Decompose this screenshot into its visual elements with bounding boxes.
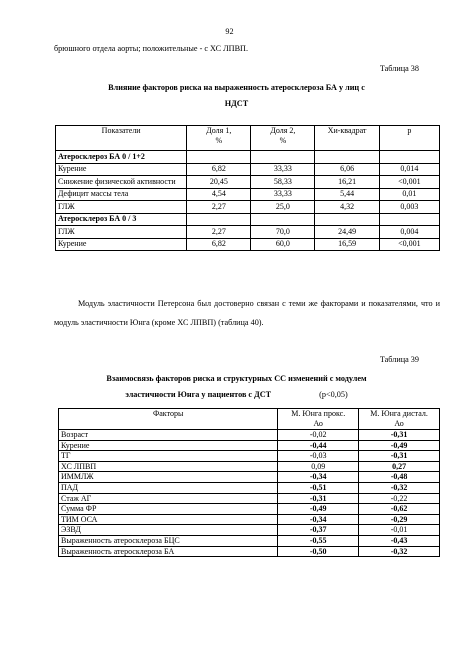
table39-title xyxy=(54,371,419,403)
table38-section-row xyxy=(56,213,440,226)
table38-header-chi: Хи-квадрат xyxy=(315,126,379,151)
table38-header-share2: Доля 2, % xyxy=(251,126,315,151)
value-cell: 70,0 xyxy=(251,226,315,239)
coefficient-cell: -0,32 xyxy=(359,546,440,557)
table38-section1: Атеросклероз БА 0 / 1+2 xyxy=(56,151,187,164)
coefficient-cell: -0,37 xyxy=(278,525,359,536)
table39-label: Таблица 39 xyxy=(379,355,419,364)
table39-title-line1: Взаимосвязь факторов риска и структурных СС изменений с модулем xyxy=(106,374,367,383)
factor-cell: Возраст xyxy=(59,430,278,441)
value-cell: 24,49 xyxy=(315,226,379,239)
row-label-cell: ГЛЖ xyxy=(56,226,187,239)
table-row xyxy=(59,451,440,462)
factor-cell: ПАД xyxy=(59,482,278,493)
table38-header-row xyxy=(56,126,440,151)
table38-header-share1: Доля 1, % xyxy=(187,126,251,151)
value-cell: <0,001 xyxy=(379,238,439,251)
value-cell: 6,06 xyxy=(315,163,379,176)
empty-cell xyxy=(187,213,251,226)
coefficient-cell: -0,02 xyxy=(278,430,359,441)
coefficient-cell: -0,51 xyxy=(278,482,359,493)
table-row xyxy=(56,226,440,239)
factor-cell: ТГ xyxy=(59,451,278,462)
empty-cell xyxy=(251,213,315,226)
table-row xyxy=(56,163,440,176)
table-row xyxy=(59,482,440,493)
table-row xyxy=(59,504,440,515)
table38-header-indicator: Показатели xyxy=(56,126,187,151)
factor-cell: Стаж АГ xyxy=(59,493,278,504)
empty-cell xyxy=(187,151,251,164)
empty-cell xyxy=(251,151,315,164)
value-cell: 4,54 xyxy=(187,188,251,201)
coefficient-cell: -0,01 xyxy=(359,525,440,536)
table39-header-prox: М. Юнга прокс. Ао xyxy=(278,409,359,430)
value-cell: 0,01 xyxy=(379,188,439,201)
value-cell: 25,0 xyxy=(251,201,315,214)
coefficient-cell: -0,31 xyxy=(359,451,440,462)
coefficient-cell: -0,44 xyxy=(278,440,359,451)
table-row xyxy=(56,188,440,201)
factor-cell: Курение xyxy=(59,440,278,451)
table-row xyxy=(59,493,440,504)
factor-cell: Выраженность атеросклероза БЦС xyxy=(59,535,278,546)
table38-section2: Атеросклероз БА 0 / 3 xyxy=(56,213,187,226)
value-cell: 2,27 xyxy=(187,226,251,239)
empty-cell xyxy=(315,213,379,226)
coefficient-cell: -0,34 xyxy=(278,514,359,525)
table39 xyxy=(58,408,440,557)
coefficient-cell: -0,31 xyxy=(278,493,359,504)
table38 xyxy=(55,125,440,251)
coefficient-cell: -0,43 xyxy=(359,535,440,546)
table39-header-row xyxy=(59,409,440,430)
value-cell: 4,32 xyxy=(315,201,379,214)
coefficient-cell: -0,49 xyxy=(278,504,359,515)
value-cell: 16,21 xyxy=(315,176,379,189)
table-row xyxy=(56,201,440,214)
table39-title-line2: эластичности Юнга у пациентов с ДСТ xyxy=(125,390,272,399)
coefficient-cell: -0,48 xyxy=(359,472,440,483)
table-row xyxy=(56,176,440,189)
value-cell: 58,33 xyxy=(251,176,315,189)
row-label-cell: Курение xyxy=(56,238,187,251)
table39-title-line2-wrap xyxy=(54,387,419,403)
coefficient-cell: -0,03 xyxy=(278,451,359,462)
value-cell: 2,27 xyxy=(187,201,251,214)
empty-cell xyxy=(379,151,439,164)
empty-cell xyxy=(315,151,379,164)
table-row xyxy=(59,430,440,441)
value-cell: 6,82 xyxy=(187,163,251,176)
factor-cell: Сумма ФР xyxy=(59,504,278,515)
row-label-cell: Курение xyxy=(56,163,187,176)
row-label-cell: Снижение физической активности xyxy=(56,176,187,189)
factor-cell: ИММЛЖ xyxy=(59,472,278,483)
table38-title-line1: Влияние факторов риска на выраженность атеросклероза БА у лиц с xyxy=(108,83,365,92)
table-row xyxy=(59,535,440,546)
factor-cell: ХС ЛПВП xyxy=(59,461,278,472)
coefficient-cell: -0,49 xyxy=(359,440,440,451)
coefficient-cell: 0,27 xyxy=(359,461,440,472)
coefficient-cell: -0,62 xyxy=(359,504,440,515)
table39-header-factors: Факторы xyxy=(59,409,278,430)
coefficient-cell: -0,29 xyxy=(359,514,440,525)
body-paragraph: Модуль эластичности Петерсона был достоверно связан с теми же факторами и показателями, что и модуль эластичности Юнга (кроме ХС ЛПВП) (таблица 40). xyxy=(54,299,440,327)
table-row xyxy=(59,525,440,536)
table-row xyxy=(59,461,440,472)
table38-title xyxy=(54,80,419,112)
value-cell: 33,33 xyxy=(251,188,315,201)
coefficient-cell: -0,55 xyxy=(278,535,359,546)
page-number: 92 xyxy=(225,27,234,36)
value-cell: 0,014 xyxy=(379,163,439,176)
intro-line: брюшного отдела аорты; положительные - с ХС ЛПВП. xyxy=(54,44,249,53)
coefficient-cell: -0,50 xyxy=(278,546,359,557)
coefficient-cell: 0,09 xyxy=(278,461,359,472)
value-cell: 20,45 xyxy=(187,176,251,189)
factor-cell: Выраженность атеросклероза БА xyxy=(59,546,278,557)
table39-header-dist: М. Юнга дистал. Ао xyxy=(359,409,440,430)
coefficient-cell: -0,31 xyxy=(359,430,440,441)
table-row xyxy=(59,546,440,557)
value-cell: 6,82 xyxy=(187,238,251,251)
coefficient-cell: -0,32 xyxy=(359,482,440,493)
coefficient-cell: -0,22 xyxy=(359,493,440,504)
table38-title-line2: НДСТ xyxy=(224,99,249,108)
table38-label: Таблица 38 xyxy=(379,64,419,73)
empty-cell xyxy=(379,213,439,226)
table38-section-row xyxy=(56,151,440,164)
table39-title-note: (p<0,05) xyxy=(319,390,348,399)
table-row xyxy=(59,472,440,483)
value-cell: <0,001 xyxy=(379,176,439,189)
factor-cell: ЭЗВД xyxy=(59,525,278,536)
table38-header-p: p xyxy=(379,126,439,151)
table-row xyxy=(59,440,440,451)
value-cell: 60,0 xyxy=(251,238,315,251)
value-cell: 0,003 xyxy=(379,201,439,214)
value-cell: 16,59 xyxy=(315,238,379,251)
coefficient-cell: -0,34 xyxy=(278,472,359,483)
table-row xyxy=(59,514,440,525)
value-cell: 5,44 xyxy=(315,188,379,201)
factor-cell: ТИМ ОСА xyxy=(59,514,278,525)
value-cell: 0,004 xyxy=(379,226,439,239)
table-row xyxy=(56,238,440,251)
row-label-cell: Дефицит массы тела xyxy=(56,188,187,201)
row-label-cell: ГЛЖ xyxy=(56,201,187,214)
value-cell: 33,33 xyxy=(251,163,315,176)
